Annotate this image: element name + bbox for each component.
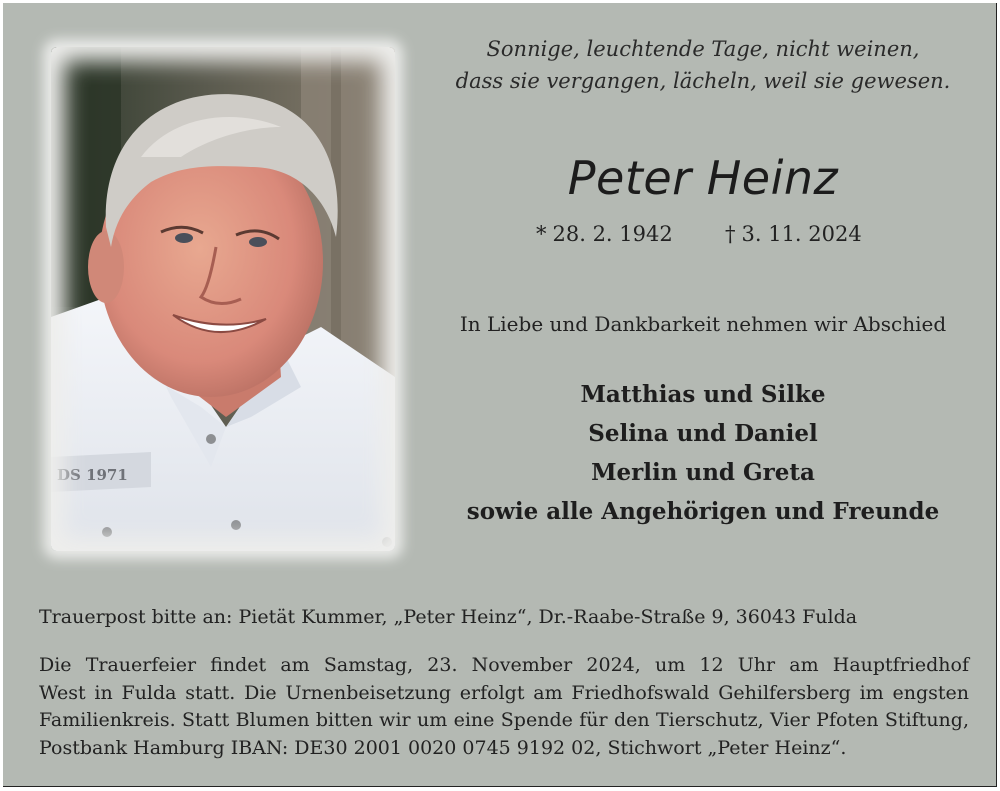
funeral-details <box>39 652 969 762</box>
portrait-illustration <box>51 47 395 551</box>
deceased-name: Peter Heinz <box>567 151 839 205</box>
quote-line-1: Sonnige, leuchtende Tage, nicht weinen, <box>486 37 920 61</box>
birth-date-text: 28. 2. 1942 <box>552 222 673 246</box>
obituary-notice <box>3 3 997 787</box>
family-member: sowie alle Angehörigen und Freunde <box>466 498 940 525</box>
family-member: Selina und Daniel <box>588 420 818 447</box>
death-date-text: 3. 11. 2024 <box>741 222 862 246</box>
details-line: Familienkreis. Statt Blumen bitten wir um eine Spende für den Tierschutz, Vier Pfoten Stiftung, <box>39 709 969 731</box>
shirt-print-text: DS 1971 <box>57 466 128 484</box>
poem-quote <box>423 33 983 97</box>
details-line: Die Trauerfeier findet am Samstag, 23. November 2024, um 12 Uhr am Hauptfriedhof <box>39 654 969 676</box>
condolence-address: Trauerpost bitte an: Pietät Kummer, „Peter Heinz“, Dr.-Raabe-Straße 9, 36043 Fulda <box>39 606 858 628</box>
birth-star-icon: * <box>536 222 547 246</box>
farewell-intro: In Liebe und Dankbarkeit nehmen wir Abschied <box>459 312 947 336</box>
details-line: West in Fulda statt. Die Urnenbeisetzung erfolgt am Friedhofswald Gehilfersberg im engsten <box>39 681 969 704</box>
portrait-photo <box>51 47 395 551</box>
death-cross-icon: † <box>725 222 736 246</box>
quote-line-2: dass sie vergangen, lächeln, weil sie gewesen. <box>455 69 951 93</box>
family-list <box>423 375 983 531</box>
family-member: Merlin und Greta <box>591 459 815 486</box>
family-member: Matthias und Silke <box>580 381 826 408</box>
details-line: Postbank Hamburg IBAN: DE30 2001 0020 0745 9192 02, Stichwort „Peter Heinz“. <box>39 736 847 759</box>
birth-date <box>536 220 673 248</box>
death-date <box>725 220 862 248</box>
